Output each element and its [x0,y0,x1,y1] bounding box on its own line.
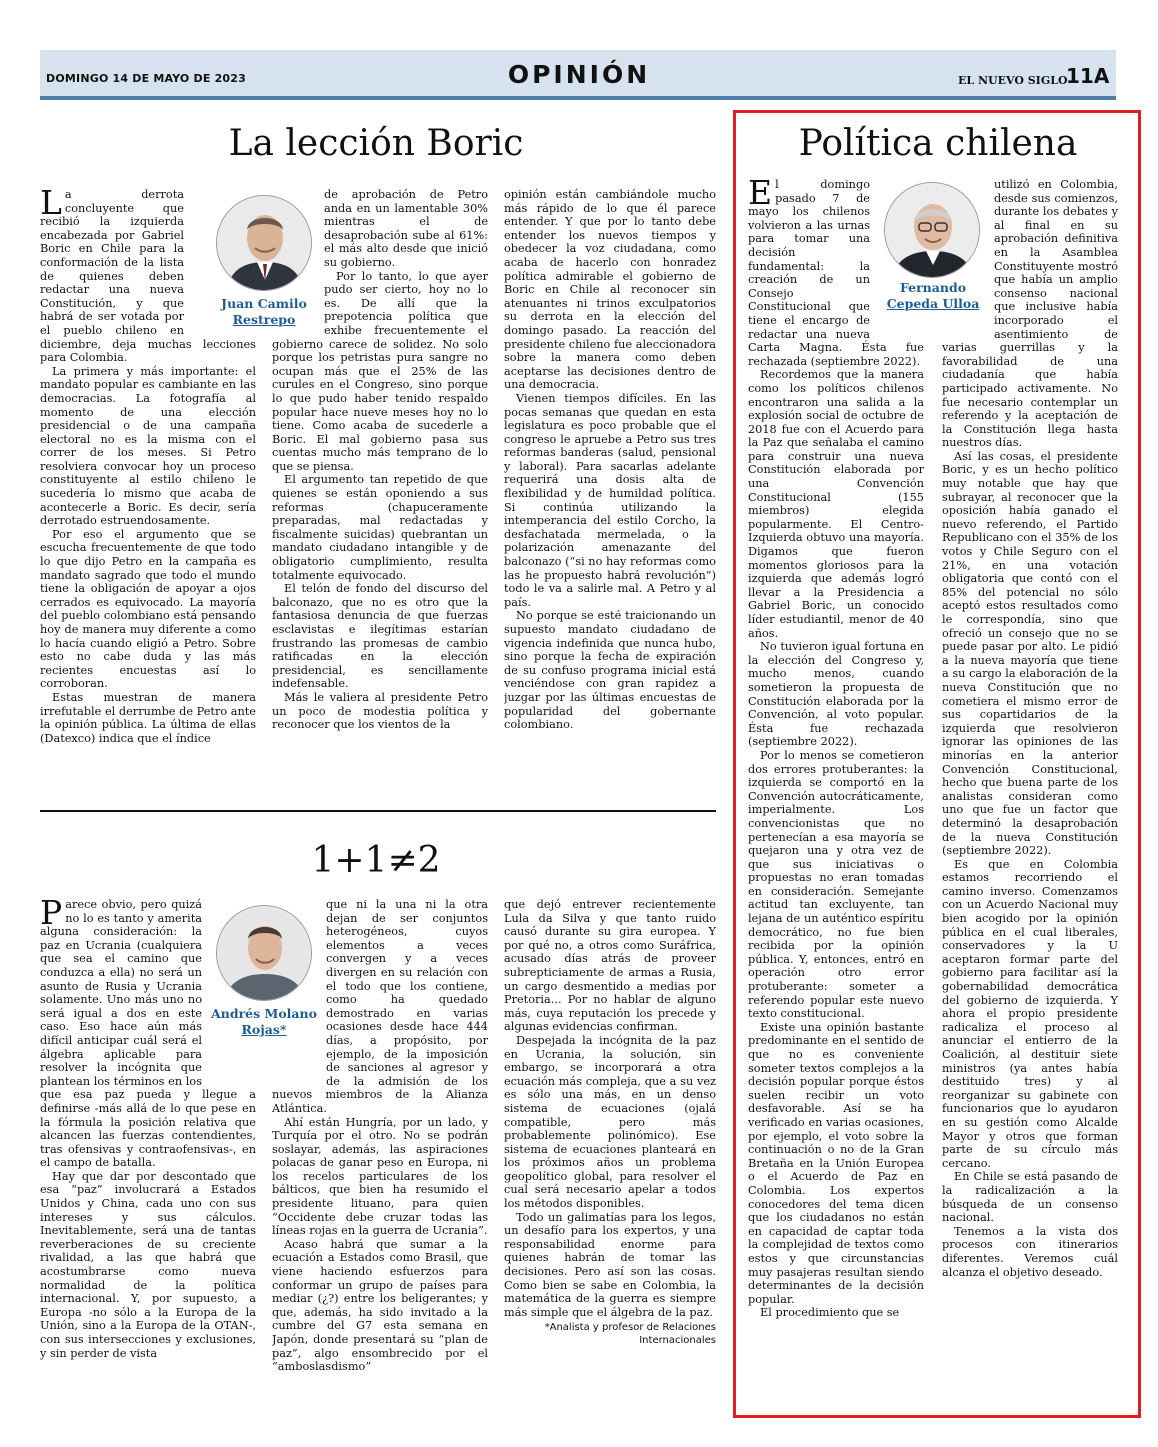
chile-paragraph: Por lo menos se cometieron dos errores protuberantes: la izquierda se comportó en la Convención autocráticamente, imperialmente. Los convencionistas que no pertenecían a esa mayoría se quejaron una y otra vez de que sus iniciativas o propuestas no eran tomadas en consideración. Semejante actitud tan excluyente, tan lejana de un auténtico espíritu democrático, no fue bien recibida por la opinión pública. Y, entonces, entró en operación otro error protuberante: someter a referendo popular este nuevo texto constitucional. [748,748,924,1021]
chile-column-2 [942,178,1118,1390]
article-title-chile: Política chilena [798,123,1078,164]
math-paragraph: Acaso habrá que sumar a la ecuación a Estados como Brasil, que viene haciendo esfuerzos para conformar un grupo de países para mediar (¿?) entre los beligerantes; y que, además, ha sido invitado a la cumbre del G7 esta semana en Japón, donde presentará su “plan de paz”, algo ensombrecido por el “amboslasdismo” [272,1237,488,1374]
math-paragraph: Ahí están Hungría, por un lado, y Turquía por el otro. No se podrán soslayar, además, las aspiraciones polacas de ganar peso en Europa, ni los recelos particulares de los bálticos, que bien ha resumido el presidente lituano, para quien “Occidente debe cruzar todas las líneas rojas en la guerra de Ucrania”. [272,1115,488,1238]
chile-paragraph: El domingo pasado 7 de mayo los chilenos volvieron a las urnas para tomar una decisión fundamental: la creación de un Consejo Constitucional que tiene el encargo de redactar una nueva Carta Magna. Ésta fue rechazada (septiembre 2022). [748,178,924,368]
page-number: 11A [1066,64,1110,88]
chile-paragraph: Tenemos a la vista dos procesos con itinerarios diferentes. Veremos cuál alcanza el objetivo deseado. [942,1224,1118,1279]
chile-paragraph: Existe una opinión bastante predominante en el sentido de que no es conveniente someter textos complejos a la decisión popular porque éstos suelen recibir un voto desfavorable. Así se ha verificado en varias ocasiones, por ejemplo, el voto sobre la continuación o no de la Gran Bretaña en la Unión Europea o el Acuerdo de Paz en Colombia. Los expertos conocedores del tema dicen que los ciudadanos no están en capacidad de captar toda la complejidad de textos como estos y que circunstancias muy pasajeras resultan siendo determinantes de la decisión popular. [748,1020,924,1306]
author-firstname: Juan Camilo [221,296,307,311]
edition-date: DOMINGO 14 DE MAYO DE 2023 [46,72,246,85]
newspaper-name: EL NUEVO SIGLO [958,74,1068,87]
boric-paragraph: La derrota concluyente que recibió la izquierda encabezada por Gabriel Boric en Chile para la conformación de la lista de quienes deben redactar una nueva Constitución, y que habrá de ser votada por el pueblo chileno en diciembre, deja muchas lecciones para Colombia. [40,188,256,365]
author-firstname: Fernando [899,280,967,295]
author-lastname: Rojas* [241,1022,287,1037]
boric-dropcap-wrap [184,188,256,328]
chile-paragraph: Recordemos que la manera como los políticos chilenos encontraron una salida a la explosión social de octubre de 2018 fue con el Acuerdo para la Paz que señalaba el camino para construir una nueva Constitución elaborada por una Convención Constitucional (155 miembros) elegida popularmente. El Centro-Izquierda obtuvo una mayoría. Digamos que fueron momentos gloriosos para la izquierda que además logró llevar a la Presidencia a Gabriel Boric, un conocido líder estudiantil, menor de 40 años. [748,368,924,640]
author-lastname: Restrepo [232,312,296,327]
math-paragraph: Todo un galimatías para los legos, un desafío para los expertos, y una responsabilidad enorme para quienes habrán de tomar las decisiones. Pero así son las cosas. Como bien se sabe en Colombia, la matemática de la guerra es siempre más simple que el álgebra de la paz. [504,1210,716,1319]
math-column-2 [272,898,488,1398]
chile-photo-wrap [870,178,924,328]
boric-paragraph: Más le valiera al presidente Petro un poco de modestia política y reconocer que los vientos de la [272,690,488,732]
math-column-3 [504,898,716,1398]
chile-column-1 [748,178,924,1390]
chile-paragraph: Es que en Colombia estamos recorriendo el camino inverso. Comenzamos con un Acuerdo Nacional muy bien acogido por la opinión pública en el cual liberales, conservadores y la U aceptaron formar parte del gobierno para facilitar así la gobernabilidad democrática del gobierno de izquierda. Y ahora el propio presidente radicaliza el proceso al anunciar el entierro de la Coalición, al destituir siete ministros (ya antes había destituido tres) y al reorganizar su gabinete con funcionarios que lo ayudaron en su gestión como Alcalde Mayor y otros que forman parte de su círculo más cercano. [942,857,1118,1170]
boric-paragraph: No porque se esté traicionando un supuesto mandato ciudadano de vigencia indefinida que nunca hubo, sino porque la fecha de expiración de su confuso programa inicial está venciéndose con gran rapidez a juzgar por las últimas encuestas de popularidad del gobernante colombiano. [504,609,716,732]
chile-paragraph: utilizó en Colombia, desde sus comienzos, durante los debates y al final en su aprobación definitiva en la Asamblea Constituyente mostró que había un amplio consenso nacional que inclusive había incorporado el asentimiento de varias guerrillas y la favorabilidad de una ciudadanía que había participado activamente. No fue necesario contemplar un referendo y la aceptación de la Constitución llega hasta nuestros días. [942,178,1118,450]
article-title-boric: La lección Boric [228,123,524,164]
math-photo-wrap [202,898,256,1078]
math-paragraph: que ni la una ni la otra dejan de ser conjuntos heterogéneos, cuyos elementos a veces convergen y a veces divergen en su relación con el todo que los contiene, como ha quedado demostrado en varias ocasiones desde hace 444 días, a propósito, por ejemplo, de la imposición de sanciones al agresor y de la admisión de los nuevos miembros de la Alianza Atlántica. [272,898,488,1115]
boric-paragraph: El argumento tan repetido de que quienes se están oponiendo a sus reformas (chapuceramente preparadas, mal redactadas y fiscalmente suicidas) quebrantan un mandato ciudadano intangible y de obligatorio cumplimiento, resulta totalmente equivocado. [272,473,488,582]
author-firstname: Andrés Molano [211,1006,317,1021]
dropcap: E [748,178,773,212]
boric-paragraph: Por lo tanto, lo que ayer pudo ser cierto, hoy no lo es. De allí que la prepotencia política que exhibe frecuentemente el gobierno carece de solidez. No solo porque los petristas pura sangre no ocupan más que el 25% de las curules en el Congreso, sino porque lo que pudo haber tenido respaldo popular hace nueve meses hoy no lo tiene. Como acaba de sucederle a Boric. El mal gobierno pasa sus cuentas mucho más temprano de lo que se piensa. [272,269,488,473]
boric-column-3 [504,188,716,796]
boric-paragraph: El telón de fondo del discurso del balconazo, que no es otro que la fantasiosa denuncia de que fuerzas esclavistas e ilegítimas estarían frustrando las promesas de cambio ratificadas en la elección presidencial, es sencillamente indefensable. [272,582,488,691]
math-paragraph: Despejada la incógnita de la paz en Ucrania, la solución, sin embargo, se incorporará a otra ecuación más compleja, que a su vez es sólo una más, en un denso sistema de ecuaciones (ojalá compatible, pero más probablemente polinómico). Ese sistema de ecuaciones planteará en los próximos años un problema geopolítico global, para resolver el cual será necesario apelar a todos los métodos disponibles. [504,1033,716,1211]
chile-paragraph: Así las cosas, el presidente Boric, y es un hecho político muy notable que hay que subrayar, al reconocer que la oposición había ganado el nuevo referendo, el Partido Republicano con el 35% de los votos y Chile Seguro con el 21%, en una votación obligatoria que contó con el 85% del potencial no sólo aceptó estos resultados como le correspondía, sino que ofreció un consejo que no se puede pasar por alto. Le pidió a la nueva mayoría que tiene a su cargo la elaboración de la nueva Constitución que no cometiera el mismo error de sus copartidarios de la izquierda que resolvieron ignorar las opiniones de las minorías en la anterior Convención Constitucional, hecho que buena parte de los analistas consideran como uno que fue un factor que determinó la desaprobación de la nueva Constitución (septiembre 2022). [942,449,1118,858]
dropcap: P [40,898,63,932]
author-lastname: Cepeda Ulloa [886,296,980,311]
math-paragraph: Hay que dar por descontado que esa “paz” involucrará a Estados Unidos y China, cada uno con sus intereses y sus cálculos. Inevitablemente, será una de tantas reverberaciones de su creciente rivalidad, a las que habrá que acostumbrarse como nueva normalidad de la política internacional. Y, por supuesto, a Europa -no sólo a la Europa de la Unión, sino a la Europa de la OTAN-, con sus intersecciones y exclusiones, y sin perder de vista [40,1169,256,1360]
boric-paragraph: de aprobación de Petro anda en un lamentable 30% mientras el de desaprobación sube al 61%: el más alto desde que inició su gobierno. [324,188,488,269]
boric-paragraph: opinión están cambiándole mucho más rápido de lo que él parece entender. Y que por lo tanto debe entender los nuevos tiempos y obedecer la voz ciudadana, como acaba de hacerlo con honradez política admirable el gobierno de Boric en Chile al reconocer sin atenuantes ni trinos exculpatorios su derrota en la elección del domingo pasado. La reacción del presidente chileno fue aleccionadora sobre la manera como deben aceptarse las decisiones dentro de una democracia. [504,188,716,392]
chile-paragraph: El procedimiento que se [760,1306,900,1320]
boric-paragraph: Estas muestran de manera irrefutable el derrumbe de Petro ante la opinión pública. La última de ellas (Datexco) indica que el índice [40,690,256,745]
dropcap: L [40,188,62,222]
math-photo-wrap [272,898,326,1078]
boric-column-1 [40,188,256,796]
section-title: OPINIÓN [507,60,651,89]
boric-paragraph: Vienen tiempos difíciles. En las pocas semanas que quedan en esta legislatura es poco probable que el congreso le apruebe a Petro sus tres reformas banderas (salud, pensional y laboral). Para sacarlas adelante requerirá una dosis alta de flexibilidad y de humildad política. Si continúa utilizando la intemperancia del estilo Corcho, la desfachatada mermelada, o la polarización amenazante del balconazo (“si no hay reformas como las he propuesto habrá revolución”) todo le va a salirle mal. A Petro y al país. [504,391,716,609]
chile-photo-wrap [942,178,994,328]
author-footnote: *Analista y profesor de Relaciones Internacionales [544,1322,716,1347]
boric-paragraph: Por eso el argumento que se escucha frecuentemente de que todo lo que dijo Petro en la campaña es mandato sagrado que todo el mundo tiene la obligación de apoyar a ojos cerrados es equivocado. La mayoría del pueblo colombiano está pensando hoy de manera muy diferente a como lo hacía cuando eligió a Petro. Sobre esto no cabe duda y las más recientes encuestas así lo corroboran. [40,527,256,691]
chile-paragraph: En Chile se está pasando de la radicalización a la búsqueda de un consenso nacional. [942,1170,1118,1225]
math-column-1 [40,898,256,1398]
math-paragraph: Parece obvio, pero quizá no lo es tanto y amerita alguna consideración: la paz en Ucrania (cualquiera que sea el camino que conduzca a ella) no será un asunto de Rusia y Ucrania solamente. Uno más uno no será igual a dos en este caso. Eso hace aún más difícil anticipar cuál será el álgebra aplicable para resolver la incógnita que plantean los términos en los que esa paz pueda y llegue a definirse -más allá de lo que pese en la fórmula la posición relativa que alcancen las fuerzas contendientes, tras ofensivas y contraofensivas-, en el campo de batalla. [40,898,256,1170]
boric-photo-wrap [272,188,324,328]
section-divider [40,810,716,812]
article-title-math: 1+1≠2 [311,840,441,881]
chile-paragraph: No tuvieron igual fortuna en la elección del Congreso y, mucho menos, cuando sometieron la propuesta de Constitución elaborada por la Convención, al voto popular. Ésta fue rechazada (septiembre 2022). [748,640,924,749]
math-paragraph: que dejó entrever recientemente Lula da Silva y que tanto ruido causó durante su gira europea. Y por qué no, a otros como Suráfrica, acusado días atrás de proveer subrepticiamente de armas a Rusia, un cargo desmentido a medias por Pretoria... Por no hablar de alguno más, cuya reputación los precede y algunas evidencias confirman. [504,898,716,1034]
boric-column-2 [272,188,488,796]
boric-paragraph: La primera y más importante: el mandato popular es cambiante en las democracias. La fotografía al momento de una elección presidencial o de una campaña electoral no es la misma con el correr de los meses. Si Petro resolviera convocar hoy un proceso constituyente al estilo chileno le sucedería lo mismo que acaba de acontecerle a Boric. Es decir, sería derrotado estruendosamente. [40,364,256,528]
